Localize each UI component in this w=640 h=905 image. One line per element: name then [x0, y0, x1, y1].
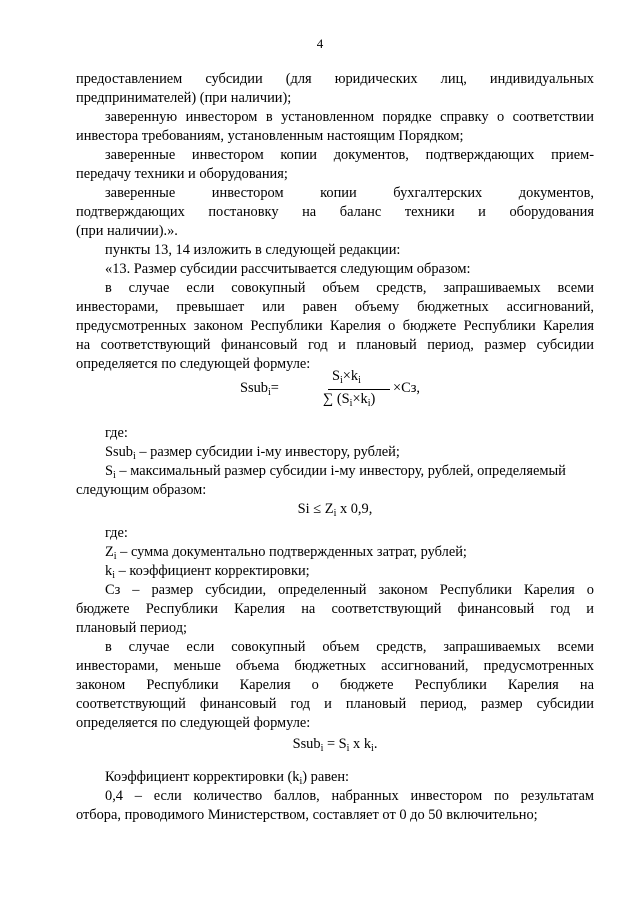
text-line: законом Республики Карелия о бюджете Республики Карелия на	[76, 677, 594, 693]
formula-proportional-subsidy	[240, 370, 420, 410]
formula-direct-subsidy: Ssub$_i$ = $S_i$ x $k_i$.	[292, 736, 378, 754]
text-line: предусмотренных законом Республики Карелия о бюджете Республики Карелия	[76, 318, 594, 334]
text-line: заверенные инвестором копии бухгалтерских документов,	[105, 185, 594, 201]
text-line: инвестора требованиям, установленным настоящим Порядком;	[76, 128, 464, 144]
text-line: следующим образом:	[76, 482, 207, 498]
text-line: предоставлением субсидии (для юридических лиц, индивидуальных	[76, 71, 594, 87]
formula-max-subsidy: $Si \le Z_i$ x 0,9,	[297, 501, 373, 519]
text-line: плановый период;	[76, 620, 188, 636]
text-line: где:	[105, 425, 128, 441]
formula-lhs: Ssub$_i$=	[240, 380, 279, 398]
text-line: предпринимателей) (при наличии);	[76, 90, 292, 106]
text-line: Сз – размер субсидии, определенный законом Республики Карелия о	[105, 582, 594, 598]
paragraph-heading: «13. Размер субсидии рассчитывается следующим образом:	[105, 261, 471, 277]
formula-denominator: ∑ $(S_i\times k_i)$	[323, 391, 376, 409]
text-line: отбора, проводимого Министерством, составляет от 0 до 50 включительно;	[76, 807, 538, 823]
fraction-bar	[328, 389, 390, 390]
text-line: определяется по следующей формуле:	[76, 356, 311, 372]
text-line: в случае если совокупный объем средств, запрашиваемых всеми	[105, 639, 594, 655]
text-line: инвесторами, превышает или равен объему бюджетных ассигнований,	[76, 299, 594, 315]
definition-line: Ssub$_i$ – размер субсидии i-му инвестору, рублей;	[105, 444, 400, 462]
text-line: где:	[105, 525, 128, 541]
formula-numerator: $S_i\times k_i$	[332, 368, 361, 386]
definition-line: $k_i$ – коэффициент корректировки;	[105, 563, 310, 581]
definition-line: $S_i$ – максимальный размер субсидии i-му инвестору, рублей, определяемый	[105, 463, 566, 481]
text-line: соответствующий финансовый год и плановый период, размер субсидии	[76, 696, 594, 712]
page-number: 4	[316, 36, 324, 51]
text-line: 0,4 – если количество баллов, набранных инвестором по результатам	[105, 788, 594, 804]
text-line: на соответствующий финансовый год и плановый период, размер субсидии	[76, 337, 594, 353]
definition-line: $Z_i$ – сумма документально подтвержденных затрат, рублей;	[105, 544, 467, 562]
text-line: определяется по следующей формуле:	[76, 715, 311, 731]
text-line: (при наличии).».	[76, 223, 178, 239]
text-line: подтверждающих постановку на баланс техники и оборудования	[76, 204, 594, 220]
text-line: в случае если совокупный объем средств, запрашиваемых всеми	[105, 280, 594, 296]
text-line: передачу техники и оборудования;	[76, 166, 288, 182]
text-line: пункты 13, 14 изложить в следующей редакции:	[105, 242, 401, 258]
text-line: Коэффициент корректировки $(k_i)$ равен:	[105, 769, 350, 787]
text-line: заверенную инвестором в установленном порядке справку о соответствии	[105, 109, 594, 125]
formula-rhs: ×Сз,	[393, 380, 420, 396]
text-line: инвесторами, меньше объема бюджетных ассигнований, предусмотренных	[76, 658, 594, 674]
text-line: заверенные инвестором копии документов, подтверждающих прием-	[105, 147, 594, 163]
text-line: бюджете Республики Карелия на соответствующий финансовый год и	[76, 601, 594, 617]
